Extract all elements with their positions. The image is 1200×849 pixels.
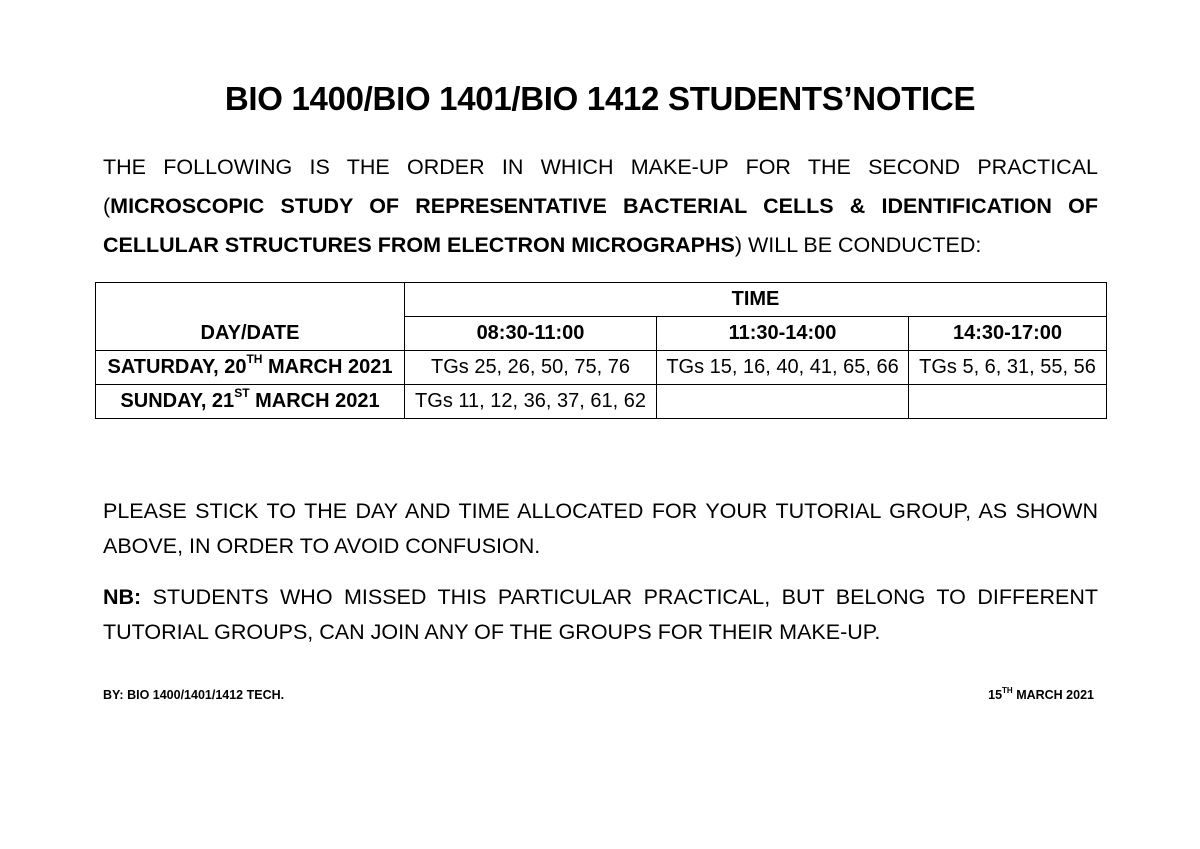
footer-date: 15TH MARCH 2021 bbox=[988, 685, 1094, 702]
footer-author: BY: BIO 1400/1401/1412 TECH. bbox=[103, 688, 285, 702]
nb-paragraph bbox=[103, 580, 1098, 650]
table-cell: TGs 5, 6, 31, 55, 56 bbox=[909, 351, 1107, 385]
header-slot-1: 08:30-11:00 bbox=[405, 317, 657, 351]
table-cell: TGs 15, 16, 40, 41, 65, 66 bbox=[657, 351, 909, 385]
nb-text: STUDENTS WHO MISSED THIS PARTICULAR PRACTICAL, BUT BELONG TO DIFFERENT TUTORIAL GROUPS, CAN JOIN ANY OF THE GROUPS FOR THEIR MAKE-UP. bbox=[103, 585, 1098, 644]
header-daydate: DAY/DATE bbox=[96, 283, 405, 351]
notice-title: BIO 1400/BIO 1401/BIO 1412 STUDENTS’NOTICE bbox=[224, 80, 976, 117]
intro-end: ) WILL BE CONDUCTED: bbox=[734, 233, 982, 257]
table-cell bbox=[657, 385, 909, 419]
intro-start: THE FOLLOWING IS THE ORDER IN WHICH MAKE-UP FOR THE SECOND PRACTICAL ( bbox=[103, 155, 1098, 218]
nb-label: NB: bbox=[103, 585, 142, 609]
row-day-sunday: SUNDAY, 21ST MARCH 2021 bbox=[96, 385, 405, 419]
header-slot-2: 11:30-14:00 bbox=[657, 317, 909, 351]
table-cell: TGs 25, 26, 50, 75, 76 bbox=[405, 351, 657, 385]
row-day-saturday: SATURDAY, 20TH MARCH 2021 bbox=[96, 351, 405, 385]
table-row bbox=[96, 385, 1107, 419]
table-cell: TGs 11, 12, 36, 37, 61, 62 bbox=[405, 385, 657, 419]
schedule-table bbox=[95, 282, 1107, 419]
header-time: TIME bbox=[405, 283, 1107, 317]
practical-name: MICROSCOPIC STUDY OF REPRESENTATIVE BACTERIAL CELLS & IDENTIFICATION OF CELLULAR STRUCTURES FROM ELECTRON MICROGRAPHS bbox=[103, 194, 1098, 257]
table-row bbox=[96, 351, 1107, 385]
instruction-paragraph: PLEASE STICK TO THE DAY AND TIME ALLOCATED FOR YOUR TUTORIAL GROUP, AS SHOWN ABOVE, IN ORDER TO AVOID CONFUSION. bbox=[103, 499, 1098, 558]
table-cell bbox=[909, 385, 1107, 419]
intro-paragraph bbox=[103, 148, 1098, 265]
header-slot-3: 14:30-17:00 bbox=[909, 317, 1107, 351]
table-header-row-time bbox=[96, 283, 1107, 317]
